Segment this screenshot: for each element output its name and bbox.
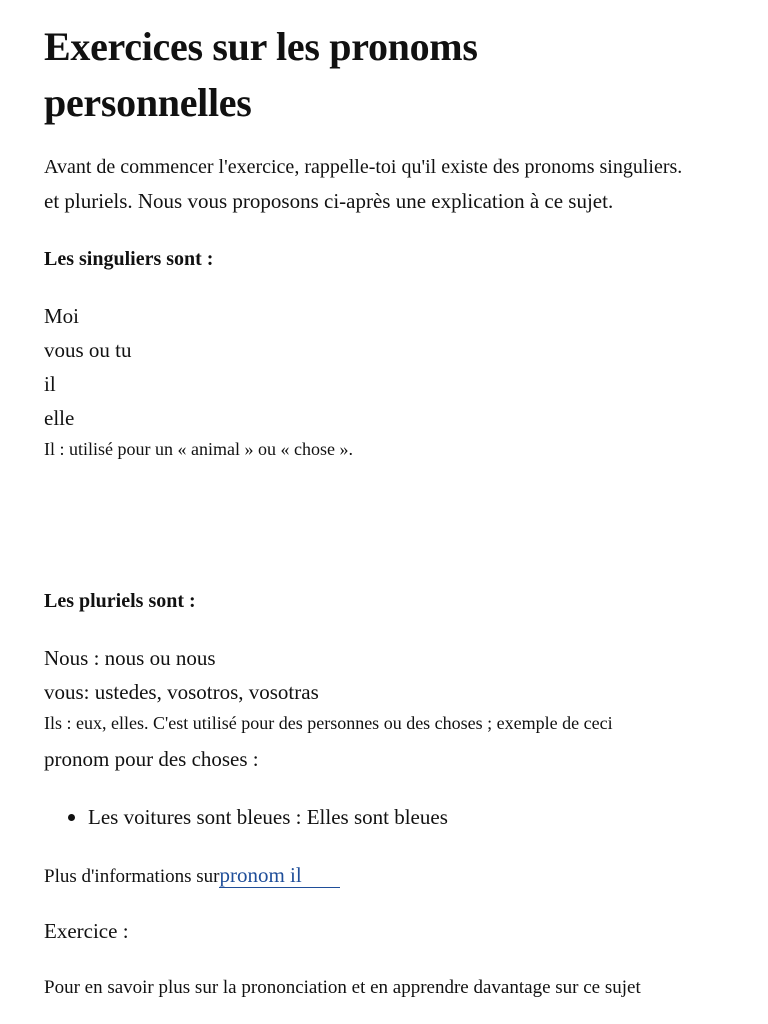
list-item: Moi [44, 304, 80, 328]
list-item: vous ou tu [44, 338, 132, 362]
singular-note: Il : utilisé pour un « animal » ou « chose ». [44, 439, 353, 459]
list-item: elle [44, 406, 75, 430]
intro-line-1: Avant de commencer l'exercice, rappelle-toi qu'il existe des pronoms singuliers. [44, 156, 683, 178]
plural-note: Ils : eux, elles. C'est utilisé pour des personnes ou des choses ; exemple de ceci [44, 713, 613, 733]
list-item: vous: ustedes, vosotros, vosotras [44, 680, 319, 704]
intro-line-2: et pluriels. Nous vous proposons ci-après une explication à ce sujet. [44, 189, 614, 213]
plural-pronoun-list [44, 641, 319, 709]
list-item: Nous : nous ou nous [44, 646, 216, 670]
more-info-line [44, 861, 340, 891]
exercise-label: Exercice : [44, 919, 129, 943]
list-item [44, 800, 448, 834]
intro-paragraph [44, 150, 744, 218]
singular-heading: Les singuliers sont : [44, 248, 214, 270]
example-bullet-list [44, 800, 448, 834]
footer-text: Pour en savoir plus sur la prononciation et en apprendre davantage sur ce sujet [44, 977, 641, 998]
pronom-il-link[interactable]: pronom il [219, 863, 339, 888]
plural-heading: Les pluriels sont : [44, 590, 196, 612]
plural-note-continued: pronom pour des choses : [44, 747, 259, 771]
more-info-prefix: Plus d'informations sur [44, 866, 220, 887]
bullet-icon [68, 814, 75, 821]
page-title: Exercices sur les pronoms personnelles [44, 24, 478, 125]
example-text: Les voitures sont bleues : Elles sont bleues [88, 805, 448, 829]
singular-pronoun-list [44, 299, 132, 435]
list-item: il [44, 372, 56, 396]
